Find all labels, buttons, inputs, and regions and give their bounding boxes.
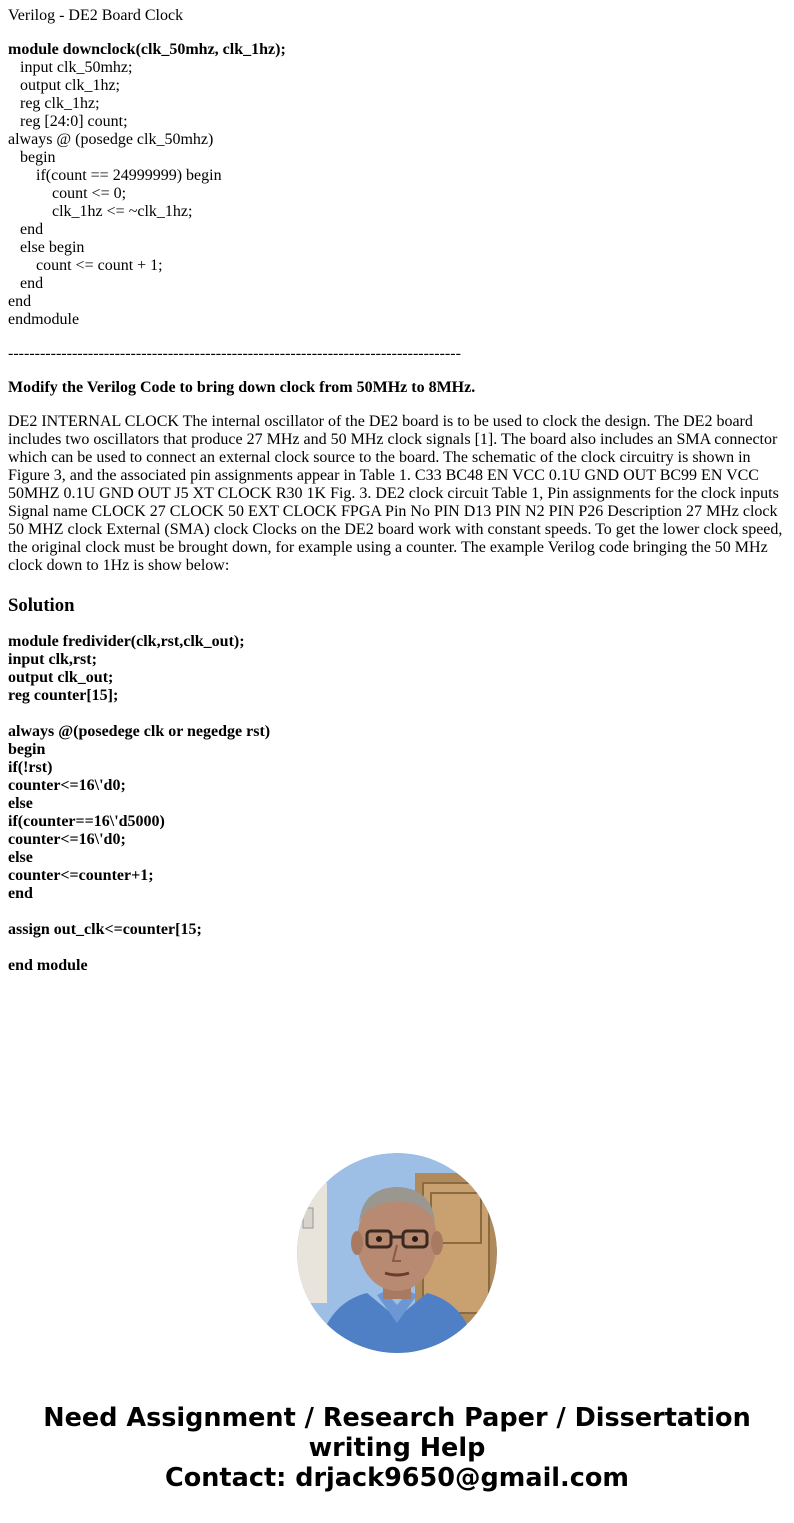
code-line: count <= 0; bbox=[8, 185, 127, 202]
page-content bbox=[8, 7, 786, 975]
code-line: else begin bbox=[8, 239, 85, 256]
page-title: Verilog - DE2 Board Clock bbox=[8, 7, 184, 24]
task-statement: Modify the Verilog Code to bring down clock from 50MHz to 8MHz. bbox=[8, 379, 476, 396]
code-line: clk_1hz <= ~clk_1hz; bbox=[8, 203, 193, 220]
code-line: always @ (posedge clk_50mhz) bbox=[8, 131, 214, 148]
code-line: end module bbox=[8, 957, 88, 974]
code-line bbox=[8, 939, 786, 957]
code-line: counter<=16\'d0; bbox=[8, 831, 126, 848]
code-line: output clk_out; bbox=[8, 669, 114, 686]
code-line: if(!rst) bbox=[8, 759, 53, 776]
code-line: module fredivider(clk,rst,clk_out); bbox=[8, 633, 245, 650]
code-line bbox=[8, 705, 786, 723]
code-line: end bbox=[8, 221, 44, 238]
problem-description: DE2 INTERNAL CLOCK The internal oscillator of the DE2 board is to be used to clock the design. The DE2 board includes two oscillators that produce 27 MHz and 50 MHz clock signals [1]. The board also includes an SMA connector which can be used to connect an external clock source to the board. The schematic of the clock circuitry is shown in Figure 3, and the associated pin assignments appear in Table 1. C33 BC48 EN VCC 0.1U GND OUT BC99 EN VCC 50MHZ 0.1U GND OUT J5 XT CLOCK R30 1K Fig. 3. DE2 clock circuit Table 1, Pin assignments for the clock inputs Signal name CLOCK 27 CLOCK 50 EXT CLOCK FPGA Pin No PIN D13 PIN N2 PIN P26 Description 27 MHz clock 50 MHZ clock External (SMA) clock Clocks on the DE2 board work with constant speeds. To get the lower clock speed, the original clock must be brought down, for example using a counter. The example Verilog code bringing the 50 MHz clock down to 1Hz is show below: bbox=[8, 413, 783, 574]
code-line: counter<=counter+1; bbox=[8, 867, 154, 884]
solution-code-block bbox=[8, 633, 786, 975]
footer-promo bbox=[0, 1403, 794, 1493]
question-code-block bbox=[8, 41, 786, 329]
code-line: end bbox=[8, 275, 44, 292]
code-line: count <= count + 1; bbox=[8, 257, 163, 274]
code-line: endmodule bbox=[8, 311, 80, 328]
code-line: reg [24:0] count; bbox=[8, 113, 128, 130]
code-line: input clk,rst; bbox=[8, 651, 97, 668]
code-line: if(counter==16\'d5000) bbox=[8, 813, 165, 830]
solution-heading: Solution bbox=[8, 595, 75, 616]
code-line: reg counter[15]; bbox=[8, 687, 119, 704]
code-line: output clk_1hz; bbox=[8, 77, 120, 94]
code-line: begin bbox=[8, 741, 46, 758]
code-line: always @(posedege clk or negedge rst) bbox=[8, 723, 271, 740]
code-line: reg clk_1hz; bbox=[8, 95, 100, 112]
separator: ------------------------------------------------------------------------------------- bbox=[8, 345, 461, 362]
code-line: assign out_clk<=counter[15; bbox=[8, 921, 202, 938]
footer-line-2: writing Help bbox=[308, 1433, 486, 1463]
author-avatar bbox=[297, 1153, 497, 1353]
code-line: module downclock(clk_50mhz, clk_1hz); bbox=[8, 41, 286, 58]
code-line: end bbox=[8, 885, 33, 902]
code-line: else bbox=[8, 795, 33, 812]
code-line: end bbox=[8, 293, 32, 310]
code-line: input clk_50mhz; bbox=[8, 59, 133, 76]
footer-line-1: Need Assignment / Research Paper / Dissertation bbox=[43, 1403, 751, 1433]
code-line: if(count == 24999999) begin bbox=[8, 167, 222, 184]
code-line: begin bbox=[8, 149, 56, 166]
code-line: else bbox=[8, 849, 33, 866]
code-line bbox=[8, 903, 786, 921]
author-photo bbox=[297, 1153, 497, 1353]
footer-contact: Contact: drjack9650@gmail.com bbox=[165, 1463, 629, 1493]
code-line: counter<=16\'d0; bbox=[8, 777, 126, 794]
